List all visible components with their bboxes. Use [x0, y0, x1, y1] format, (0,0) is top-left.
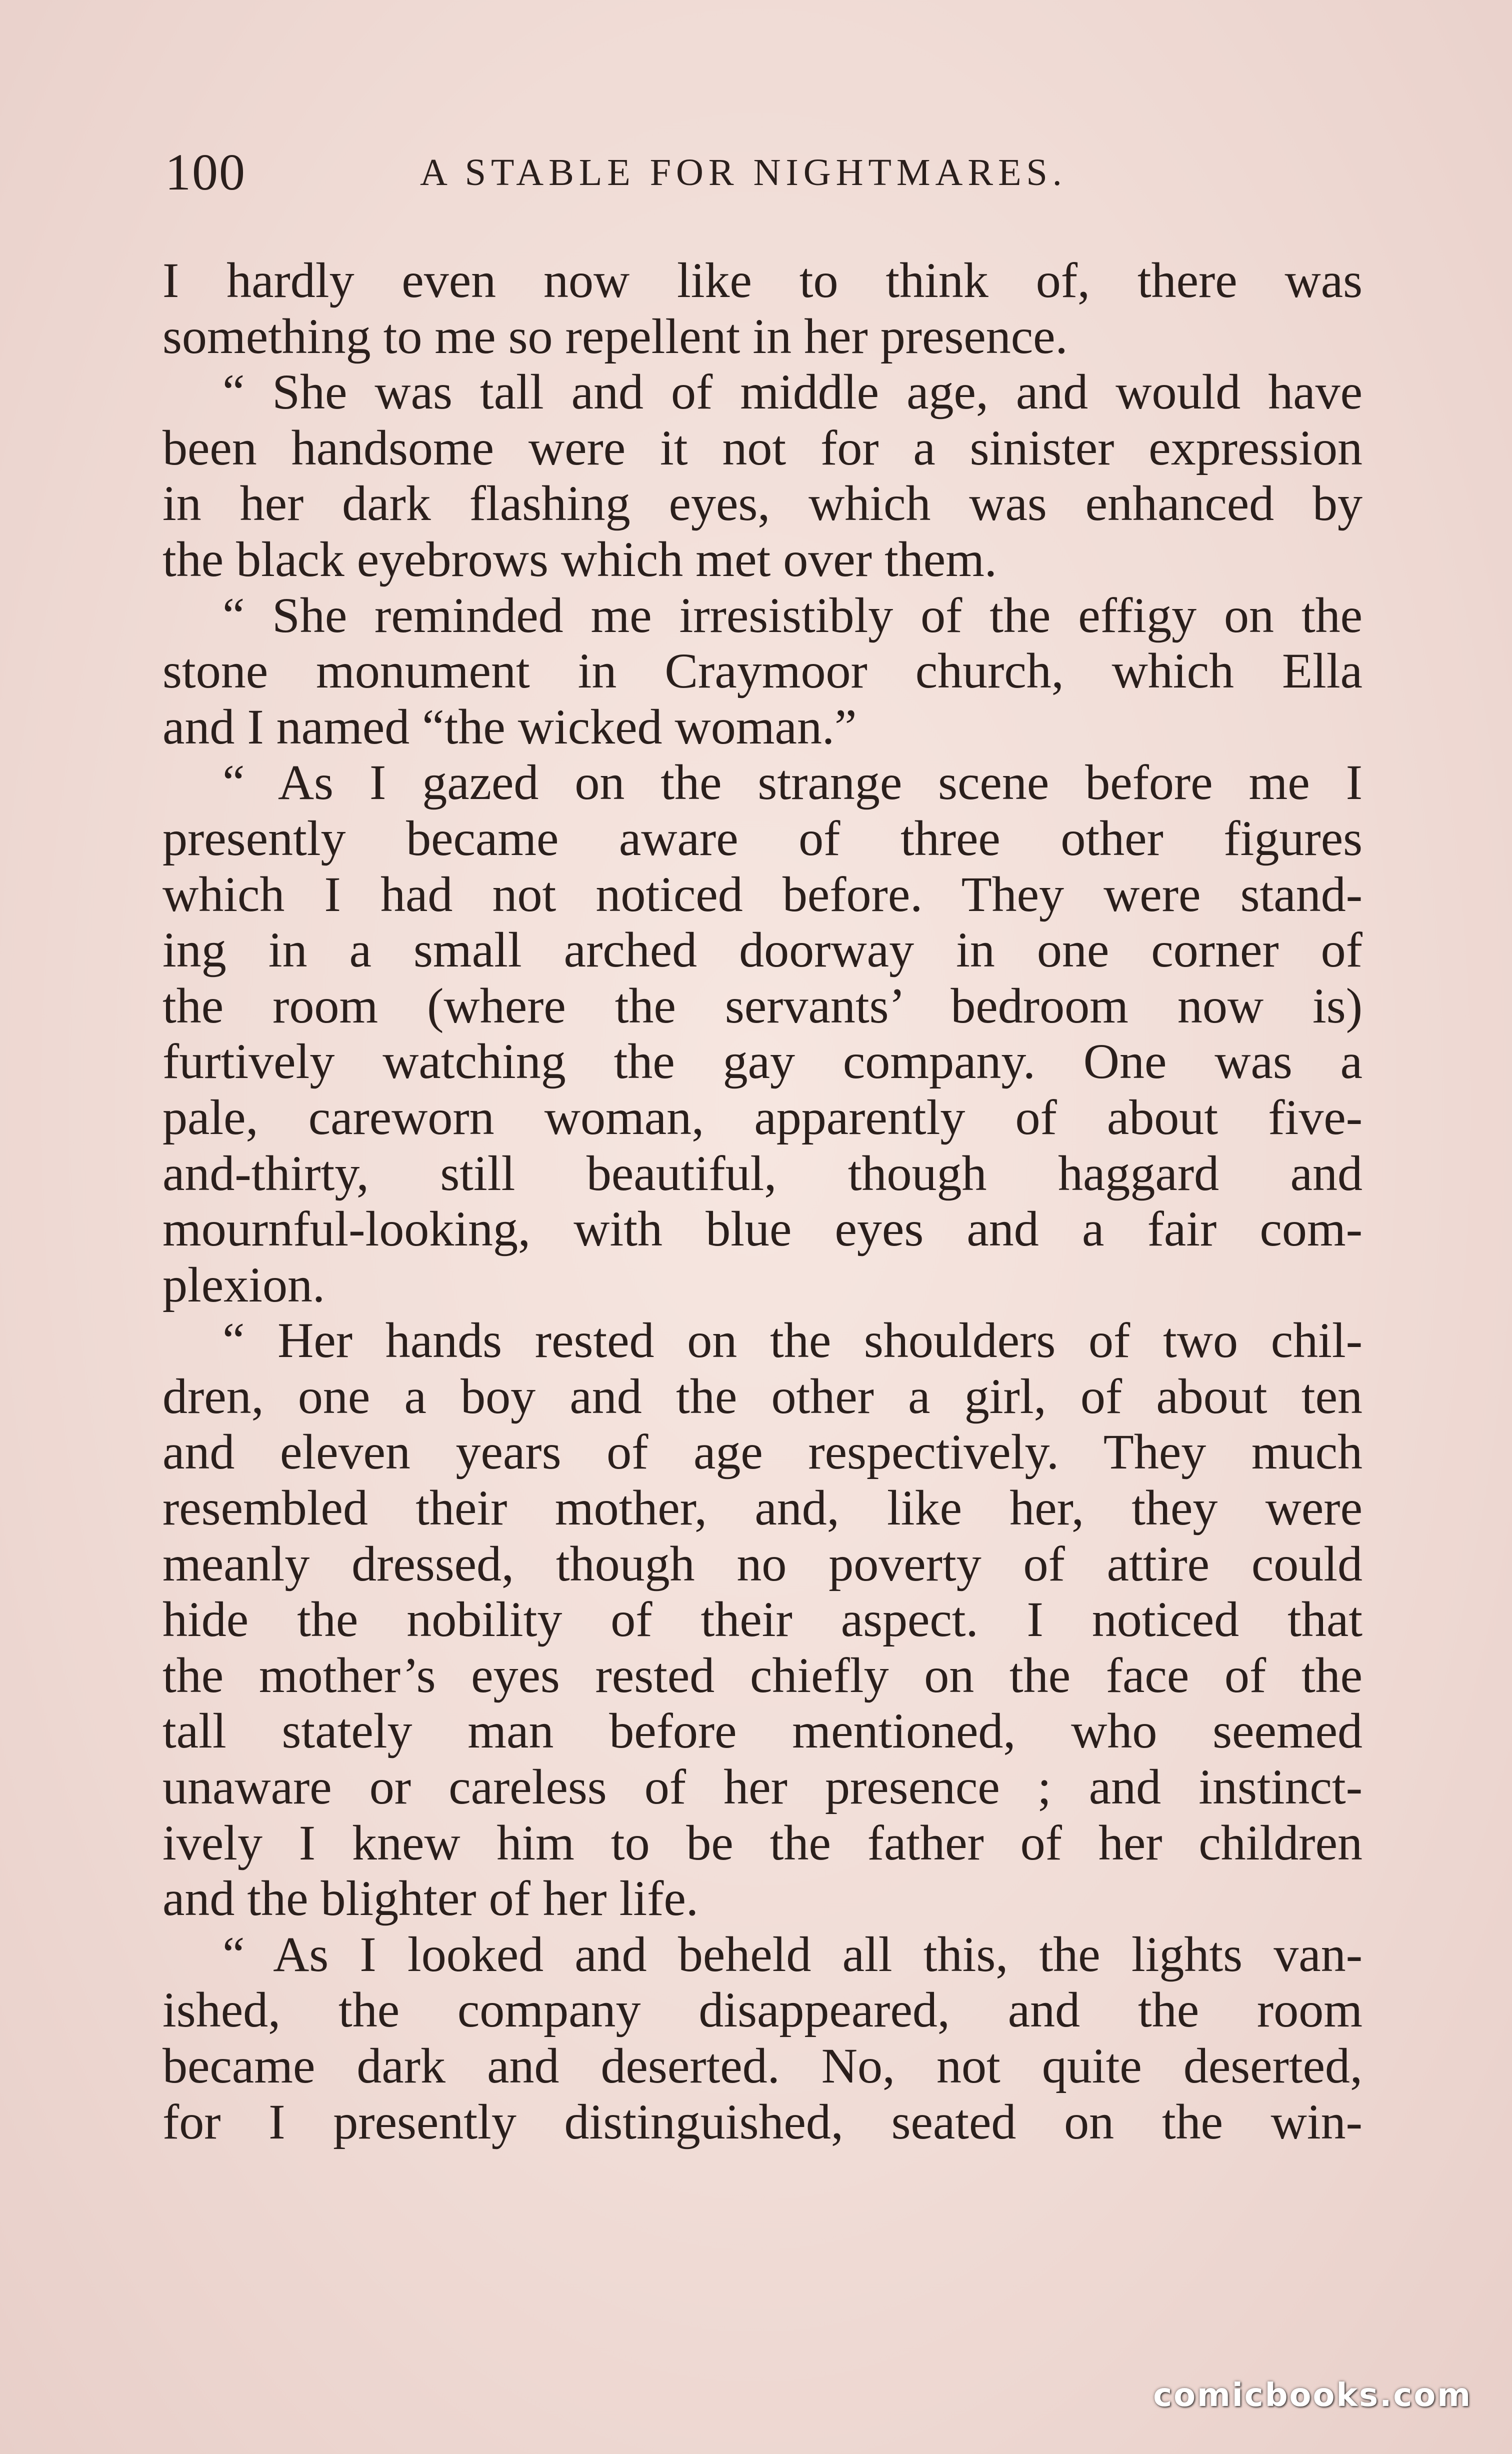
text-line: for I presently distinguished, seated on the win-: [162, 2094, 1362, 2150]
text-line: I hardly even now like to think of, there was: [162, 252, 1362, 308]
text-line: resembled their mother, and, like her, they were: [162, 1480, 1362, 1536]
text-line: and I named “the wicked woman.”: [162, 698, 857, 754]
text-line: “ As I looked and beheld all this, the lights van-: [222, 1926, 1362, 1982]
text-line: “ She reminded me irresistibly of the effigy on the: [222, 587, 1362, 643]
text-line: “ She was tall and of middle age, and would have: [222, 364, 1362, 420]
page-number: 100: [165, 144, 246, 201]
text-line: the mother’s eyes rested chiefly on the face of the: [162, 1647, 1362, 1703]
text-line: ished, the company disappeared, and the room: [162, 1982, 1362, 2038]
text-line: been handsome were it not for a sinister expression: [162, 420, 1362, 476]
text-line: plexion.: [162, 1256, 325, 1312]
text-line: something to me so repellent in her presence.: [162, 308, 1068, 364]
text-line: in her dark flashing eyes, which was enhanced by: [162, 476, 1362, 532]
text-line: and eleven years of age respectively. They much: [162, 1424, 1362, 1480]
text-line: “ As I gazed on the strange scene before me I: [222, 754, 1362, 810]
text-line: tall stately man before mentioned, who seemed: [162, 1703, 1362, 1759]
text-line: the room (where the servants’ bedroom now is): [162, 978, 1362, 1034]
body-text: [162, 252, 1362, 2150]
text-line: unaware or careless of her presence ; and instinct-: [162, 1759, 1362, 1815]
text-line: ively I knew him to be the father of her children: [162, 1814, 1362, 1870]
text-line: and the blighter of her life.: [162, 1870, 698, 1926]
text-line: the black eyebrows which met over them.: [162, 531, 997, 587]
text-line: and-thirty, still beautiful, though haggard and: [162, 1145, 1362, 1201]
watermark: comicbooks.com: [1153, 2377, 1472, 2414]
text-line: pale, careworn woman, apparently of about five-: [162, 1089, 1362, 1145]
text-line: “ Her hands rested on the shoulders of two chil-: [222, 1312, 1362, 1368]
text-line: presently became aware of three other figures: [162, 810, 1362, 866]
text-line: furtively watching the gay company. One was a: [162, 1034, 1362, 1090]
text-line: ing in a small arched doorway in one corner of: [162, 922, 1362, 978]
running-head: A STABLE FOR NIGHTMARES.: [420, 152, 1067, 194]
page-header: [165, 140, 1365, 205]
text-line: dren, one a boy and the other a girl, of about ten: [162, 1368, 1362, 1424]
text-line: which I had not noticed before. They were stand-: [162, 866, 1362, 922]
text-line: mournful-looking, with blue eyes and a fair com-: [162, 1201, 1362, 1257]
text-line: became dark and deserted. No, not quite deserted,: [162, 2038, 1362, 2094]
text-line: meanly dressed, though no poverty of attire could: [162, 1536, 1362, 1592]
text-line: hide the nobility of their aspect. I noticed that: [162, 1592, 1362, 1648]
text-line: stone monument in Craymoor church, which Ella: [162, 643, 1362, 699]
